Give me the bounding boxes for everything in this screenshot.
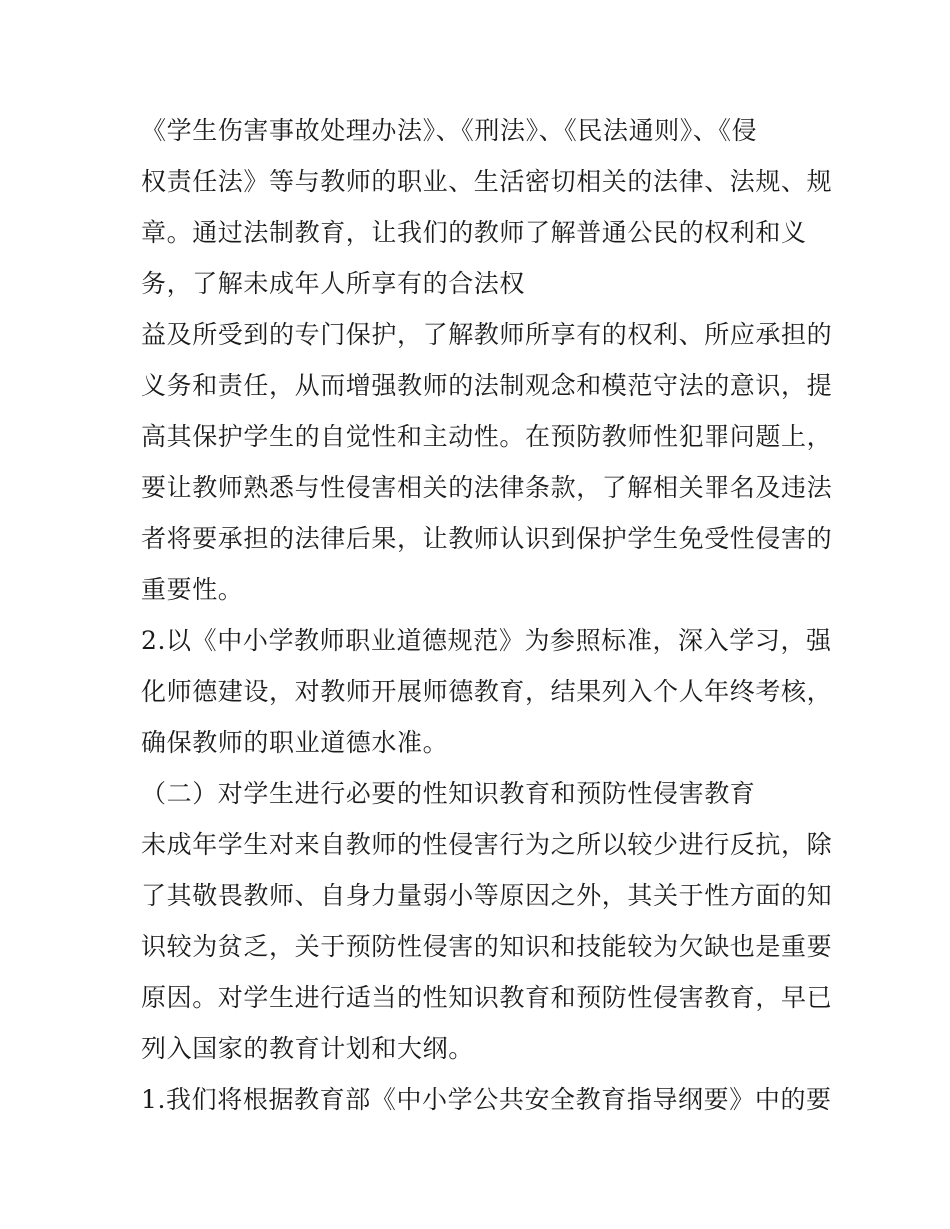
text-line: 2.以《中小学教师职业道德规范》为参照标准，深入学习，强 xyxy=(141,626,832,655)
text-line: 识较为贫乏，关于预防性侵害的知识和技能较为欠缺也是重要 xyxy=(141,932,833,961)
text-line: 章。通过法制教育，让我们的教师了解普通公民的权利和义 xyxy=(141,218,807,247)
text-line: 《学生伤害事故处理办法》、《刑法》、《民法通则》、《侵 xyxy=(141,116,758,145)
text-line: 要让教师熟悉与性侵害相关的法律条款，了解相关罪名及违法 xyxy=(141,473,833,502)
text-line: 益及所受到的专门保护，了解教师所享有的权利、所应承担的 xyxy=(141,320,833,349)
text-line: 者将要承担的法律后果，让教师认识到保护学生免受性侵害的 xyxy=(141,524,833,553)
text-line: 未成年学生对来自教师的性侵害行为之所以较少进行反抗，除 xyxy=(141,830,833,859)
text-line: 权责任法》等与教师的职业、生活密切相关的法律、法规、规 xyxy=(141,167,833,196)
section-heading: （二）对学生进行必要的性知识教育和预防性侵害教育 xyxy=(141,779,756,808)
text-line: 1.我们将根据教育部《中小学公共安全教育指导纲要》中的要 xyxy=(141,1085,832,1114)
text-line: 义务和责任，从而增强教师的法制观念和模范守法的意识，提 xyxy=(141,371,833,400)
text-line: 高其保护学生的自觉性和主动性。在预防教师性犯罪问题上， xyxy=(141,422,833,451)
text-line: 化师德建设，对教师开展师德教育，结果列入个人年终考核， xyxy=(141,677,833,706)
text-line: 确保教师的职业道德水准。 xyxy=(141,728,449,757)
text-line: 务，了解未成年人所享有的合法权 xyxy=(141,269,526,298)
text-line: 了其敬畏教师、自身力量弱小等原因之外，其关于性方面的知 xyxy=(141,881,833,910)
text-line: 重要性。 xyxy=(141,575,244,604)
text-line: 原因。对学生进行适当的性知识教育和预防性侵害教育，早已 xyxy=(141,983,833,1012)
text-line: 列入国家的教育计划和大纲。 xyxy=(141,1034,474,1063)
